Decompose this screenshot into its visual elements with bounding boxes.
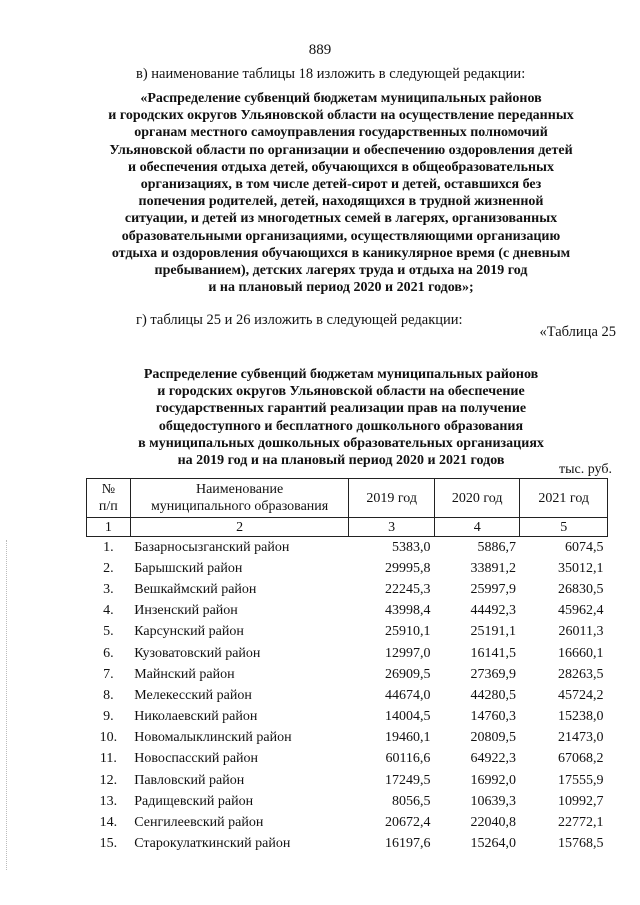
value-2019: 20672,4 [384, 815, 431, 831]
value-2020: 14760,3 [470, 709, 516, 725]
municipality-name: Новомалыклинский район [134, 730, 292, 746]
value-2021: 15768,5 [558, 836, 604, 852]
value-2020: 16141,5 [470, 645, 516, 661]
row-number: 15. [99, 836, 118, 852]
row-number: 11. [99, 751, 117, 767]
value-2019: 14004,5 [384, 709, 431, 725]
value-2020: 15264,0 [470, 836, 516, 852]
value-2019: 60116,6 [385, 751, 431, 767]
table-18-title-line: и обеспечения отдыха детей, обучающихся в общеобразовательных [128, 159, 554, 175]
table-header-row [87, 479, 608, 518]
value-2020: 25997,9 [470, 581, 516, 597]
value-2020: 64922,3 [470, 751, 516, 767]
table-18-title-line: и на плановый период 2020 и 2021 годов»; [208, 280, 474, 296]
value-2019: 19460,1 [384, 730, 431, 746]
table-row [87, 749, 608, 770]
value-2021: 16660,1 [558, 645, 604, 661]
amendment-g-text: г) таблицы 25 и 26 изложить в следующей редакции: [136, 312, 463, 328]
municipality-name: Инзенский район [134, 603, 238, 619]
table-25-title-line: государственных гарантий реализации прав на получение [155, 401, 527, 417]
row-number: 5. [103, 624, 114, 640]
row-number: 3. [103, 581, 114, 597]
municipality-name: Мелекесский район [134, 687, 252, 703]
value-2021: 6074,5 [565, 539, 604, 555]
municipality-name: Майнский район [134, 666, 235, 682]
value-2019: 8056,5 [391, 793, 431, 809]
table-body [87, 537, 608, 855]
value-2019: 16197,6 [384, 836, 431, 852]
value-2019: 17249,5 [384, 772, 431, 788]
value-2020: 44492,3 [470, 603, 516, 619]
row-number: 2. [103, 560, 114, 576]
table-25-title-line: на 2019 год и на плановый период 2020 и 2021 годов [177, 453, 505, 469]
row-number: 9. [103, 709, 114, 725]
value-2021: 17555,9 [558, 772, 604, 788]
table-18-title-line: органам местного самоуправления государственных полномочий [134, 125, 548, 141]
row-number: 10. [99, 730, 118, 746]
table-row [87, 812, 608, 833]
municipality-name: Старокулаткинский район [134, 836, 291, 852]
table-caption: «Таблица 25 [539, 324, 616, 340]
value-2020: 44280,5 [470, 687, 516, 703]
value-2021: 26830,5 [558, 581, 604, 597]
value-2019: 29995,8 [384, 560, 431, 576]
municipality-name: Сенгилеевский район [134, 815, 264, 831]
column-number: 3 [349, 518, 435, 537]
column-header: 2020 год [434, 479, 520, 518]
table-18-title-line: пребыванием), детских лагерях труда и отдыха на 2019 год [154, 263, 528, 279]
table-18-title-line: и городских округов Ульяновской области на осуществление переданных [108, 108, 574, 124]
value-2020: 16992,0 [470, 772, 516, 788]
table-row [87, 558, 608, 579]
table-25-title-line: общедоступного и бесплатного дошкольного образования [158, 418, 524, 434]
value-2021: 45724,2 [558, 687, 604, 703]
table-18-title-line: «Распределение субвенций бюджетам муниципальных районов [140, 91, 542, 106]
table-row [87, 643, 608, 664]
value-2019: 12997,0 [384, 645, 431, 661]
row-number: 12. [99, 772, 118, 788]
value-2021: 35012,1 [558, 560, 604, 576]
municipality-name: Радищевский район [134, 793, 254, 809]
row-number: 1. [103, 539, 114, 555]
value-2020: 25191,1 [470, 624, 516, 640]
table-18-title-line: отдыха и оздоровления обучающихся в каникулярное время (с дневным [111, 245, 571, 261]
table-18-title [86, 90, 596, 296]
table-row [87, 537, 608, 559]
municipality-name: Карсунский район [134, 624, 244, 640]
value-2021: 28263,5 [558, 666, 604, 682]
table-header-numbers-row [87, 518, 608, 537]
amendment-b-text: в) наименование таблицы 18 изложить в следующей редакции: [136, 66, 526, 82]
column-number: 1 [87, 518, 131, 537]
table-row [87, 685, 608, 706]
table-row [87, 728, 608, 749]
value-2021: 10992,7 [558, 793, 604, 809]
municipality-name: Новоспасский район [134, 751, 259, 767]
table-row [87, 707, 608, 728]
value-2021: 45962,4 [558, 603, 604, 619]
value-2019: 5383,0 [391, 539, 431, 555]
municipality-name: Базарносызганский район [134, 539, 290, 555]
row-number: 13. [99, 793, 118, 809]
column-header: 2021 год [520, 479, 608, 518]
table-row [87, 579, 608, 600]
column-number: 5 [520, 518, 608, 537]
value-2019: 25910,1 [384, 624, 431, 640]
value-2019: 43998,4 [384, 603, 431, 619]
value-2020: 20809,5 [470, 730, 516, 746]
table-18-title-line: организациях, в том числе детей-сирот и детей, оставшихся без [140, 177, 542, 193]
value-2021: 22772,1 [558, 815, 604, 831]
row-number: 6. [103, 645, 114, 661]
row-number: 7. [103, 666, 114, 682]
value-2021: 26011,3 [558, 624, 604, 640]
table-18-title-line: ситуации, и детей из многодетных семей в лагерях, организованных [124, 211, 558, 227]
table-row [87, 791, 608, 812]
value-2020: 33891,2 [470, 560, 516, 576]
value-2021: 15238,0 [558, 709, 604, 725]
value-2020: 10639,3 [470, 793, 516, 809]
column-header: № п/п [87, 479, 131, 518]
value-2020: 5886,7 [477, 539, 516, 555]
table-25-title [86, 366, 596, 469]
column-header: Наименование муниципального образования [130, 479, 349, 518]
municipality-name: Кузоватовский район [134, 645, 261, 661]
municipality-name: Вешкаймский район [134, 581, 257, 597]
row-number: 8. [103, 687, 114, 703]
value-2021: 21473,0 [558, 730, 604, 746]
municipality-name: Николаевский район [134, 709, 258, 725]
value-2020: 27369,9 [470, 666, 516, 682]
page-number: 889 [308, 42, 332, 58]
value-2019: 44674,0 [384, 687, 431, 703]
scan-edge-marks [6, 540, 9, 870]
value-2020: 22040,8 [470, 815, 516, 831]
table-row [87, 601, 608, 622]
municipality-name: Барышский район [134, 560, 243, 576]
table-25-title-line: в муниципальных дошкольных образовательных организациях [138, 435, 544, 451]
table-row [87, 834, 608, 855]
municipality-name: Павловский район [134, 772, 245, 788]
column-number: 4 [434, 518, 520, 537]
row-number: 14. [99, 815, 118, 831]
table-18-title-line: образовательными организациями, осуществляющими организацию [121, 228, 561, 244]
table-row [87, 664, 608, 685]
table-25-title-line: Распределение субвенций бюджетам муниципальных районов [143, 367, 539, 382]
table-18-title-line: попечения родителей, детей, находящихся в трудной жизненной [138, 194, 544, 210]
table-row [87, 622, 608, 643]
value-2019: 22245,3 [384, 581, 431, 597]
table-18-title-line: Ульяновской области по организации и обеспечению оздоровления детей [109, 142, 573, 158]
row-number: 4. [103, 603, 114, 619]
table-25-title-line: и городских округов Ульяновской области на обеспечение [157, 384, 525, 400]
value-2021: 67068,2 [558, 751, 604, 767]
column-number: 2 [130, 518, 349, 537]
units-label: тыс. руб. [559, 462, 612, 477]
column-header: 2019 год [349, 479, 435, 518]
value-2019: 26909,5 [384, 666, 431, 682]
table-row [87, 770, 608, 791]
subvention-table [86, 478, 608, 855]
